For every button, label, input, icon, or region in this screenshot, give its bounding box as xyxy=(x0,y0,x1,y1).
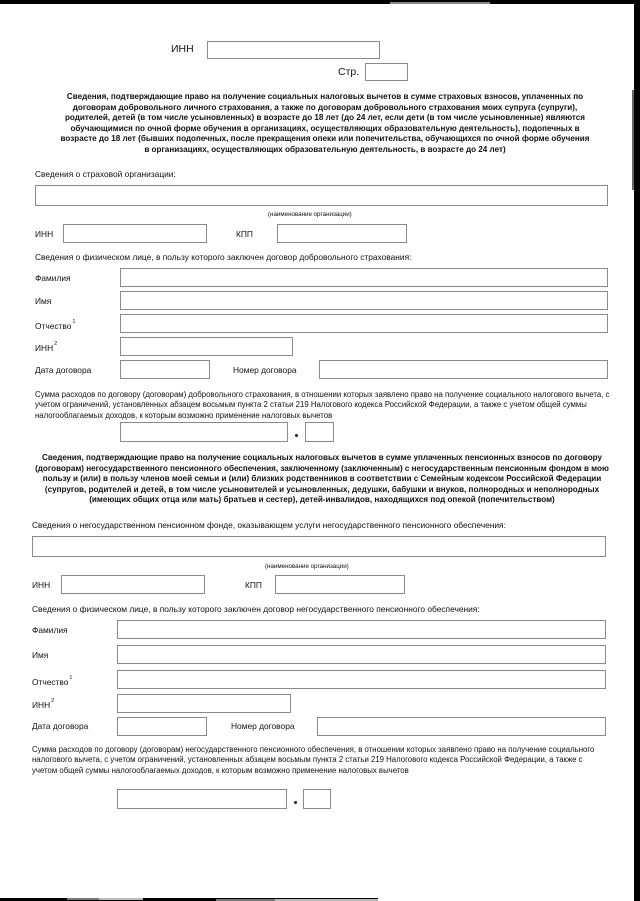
pension-fund-name-field[interactable] xyxy=(32,536,606,557)
insurance-org-inn-field[interactable] xyxy=(63,224,207,243)
insurance-amount-kopecks-field[interactable] xyxy=(305,422,334,442)
patronymic-field[interactable] xyxy=(120,314,608,333)
name-field[interactable] xyxy=(120,291,608,310)
section1-title: Сведения, подтверждающие право на получение социальных налоговых вычетов в сумме страховых взносов, уплаченных по договорам добровольного личного страхования, а также по договорам добровольного страхования моих супруга (супруги), родителей, детей (в том числе усыновленных) в возрасте до 18 лет (до 24 лет, если дети (в том числе усыновленные) являются обучающимися по очной форме обучения в организациях, осуществляющих образовательную деятельность), подопечных в возрасте до 18 лет (бывших подопечных, после прекращения опеки или попечительства, обучающихся по очной форме обучения в организациях, осуществляющих образовательную деятельность, в возрасте до 24 лет) xyxy=(60,92,590,154)
pension-amount-description: Сумма расходов по договору (договорам) негосударственного пенсионного обеспечения, в отношении которых заявлено право на получение социального налогового вычета, с учетом ограничений, установленных абзацем восьмым пункта 2 статьи 219 Налогового кодекса Российской Федерации, а также с учетом общей суммы налогооблагаемых доходов, к которым возможно применение налоговых вычетов xyxy=(32,745,595,775)
person-inn-label-text: ИНН xyxy=(35,342,54,353)
insured-person-info-label: Сведения о физическом лице, в пользу которого заключен договор добровольного страхования: xyxy=(35,252,412,262)
pension-amount-kopecks-field[interactable] xyxy=(303,789,331,809)
scan-border-right xyxy=(634,0,640,901)
insurance-org-info-label: Сведения о страховой организации: xyxy=(35,169,176,179)
name-label: Имя xyxy=(32,650,49,660)
scan-border-right-highlight xyxy=(632,90,634,190)
patronymic-label-text: Отчество xyxy=(32,676,69,687)
contract-number-field[interactable] xyxy=(319,360,608,379)
section2-title: Сведения, подтверждающие право на получение социальных налоговых вычетов в сумме уплаченных пенсионных взносов по договору (договорам) негосударственного пенсионного обеспечения, заключенному (заключенным) с негосударственным пенсионным фондом в мою пользу и (или) в пользу членов моей семьи и (или) близких родственников в соответствии с Семейным кодексом Российской Федерации (супругов, родителей и детей, в том числе усыновителей и усыновленных, дедушки, бабушки и внуков, полнородных и неполнородных (имеющих общих отца или мать) братьев и сестер), детей-инвалидов, находящихся под опекой (попечительством) xyxy=(35,453,609,505)
scan-border-bottom-gray xyxy=(99,898,143,900)
name-field[interactable] xyxy=(117,645,606,664)
pension-fund-kpp-label: КПП xyxy=(245,580,262,590)
scan-border-bottom-gray xyxy=(67,898,99,900)
contract-number-field[interactable] xyxy=(317,717,606,736)
insurance-org-kpp-field[interactable] xyxy=(277,224,407,243)
person-inn-label xyxy=(35,341,57,353)
insurance-amount-description: Сумма расходов по договору (договорам) добровольного страхования, в отношении которых заявлено право на получение социального налогового вычета, с учетом ограничений, установленных абзацем восьмым пункта 2 статьи 219 Налогового кодекса Российской Федерации, а также с учетом общей суммы налогооблагаемых доходов, к которым возможно применение налоговых вычетов xyxy=(35,390,610,420)
surname-field[interactable] xyxy=(117,620,606,639)
org-name-note: (наименование организации) xyxy=(265,563,349,570)
contract-date-field[interactable] xyxy=(120,360,210,379)
patronymic-label-text: Отчество xyxy=(35,320,72,331)
pension-amount-rubles-field[interactable] xyxy=(117,789,287,809)
patronymic-label xyxy=(32,675,72,687)
insurance-org-inn-label: ИНН xyxy=(35,229,54,239)
footnote-marker: 2 xyxy=(54,341,58,347)
header-inn-label: ИНН xyxy=(171,43,194,55)
page-number-label: Стр. xyxy=(338,66,360,78)
footnote-marker: 1 xyxy=(69,675,73,681)
insurance-amount-rubles-field[interactable] xyxy=(120,422,288,442)
contract-date-label: Дата договора xyxy=(35,365,92,375)
footnote-marker: 2 xyxy=(51,698,55,704)
insurance-org-name-field[interactable] xyxy=(35,185,608,206)
surname-field[interactable] xyxy=(120,268,608,287)
scan-border-top xyxy=(0,0,640,4)
decimal-separator xyxy=(295,434,298,437)
person-inn-label xyxy=(32,698,54,710)
contract-date-label: Дата договора xyxy=(32,721,89,731)
surname-label: Фамилия xyxy=(32,625,68,635)
org-name-note: (наименование организации) xyxy=(268,211,352,218)
patronymic-field[interactable] xyxy=(117,670,606,689)
pension-fund-inn-field[interactable] xyxy=(61,575,205,594)
insurance-org-kpp-label: КПП xyxy=(236,229,253,239)
contract-number-label: Номер договора xyxy=(231,721,295,731)
pension-fund-info-label: Сведения о негосударственном пенсионном фонде, оказывающем услуги негосударственного пенсионного обеспечения: xyxy=(32,520,506,530)
scan-border-top-highlight xyxy=(390,2,490,4)
name-label: Имя xyxy=(35,296,52,306)
pension-fund-inn-label: ИНН xyxy=(32,580,51,590)
page-number-field[interactable] xyxy=(365,63,408,81)
contract-number-label: Номер договора xyxy=(233,365,297,375)
pension-fund-kpp-field[interactable] xyxy=(275,575,405,594)
contract-date-field[interactable] xyxy=(117,717,207,736)
pension-person-info-label: Сведения о физическом лице, в пользу которого заключен договор негосударственного пенсионного обеспечения: xyxy=(32,604,480,614)
decimal-separator xyxy=(294,801,297,804)
person-inn-field[interactable] xyxy=(120,337,293,356)
person-inn-field[interactable] xyxy=(117,694,291,713)
patronymic-label xyxy=(35,319,75,331)
person-inn-label-text: ИНН xyxy=(32,699,51,710)
surname-label: Фамилия xyxy=(35,273,71,283)
header-inn-field[interactable] xyxy=(207,41,380,59)
footnote-marker: 1 xyxy=(72,319,76,325)
